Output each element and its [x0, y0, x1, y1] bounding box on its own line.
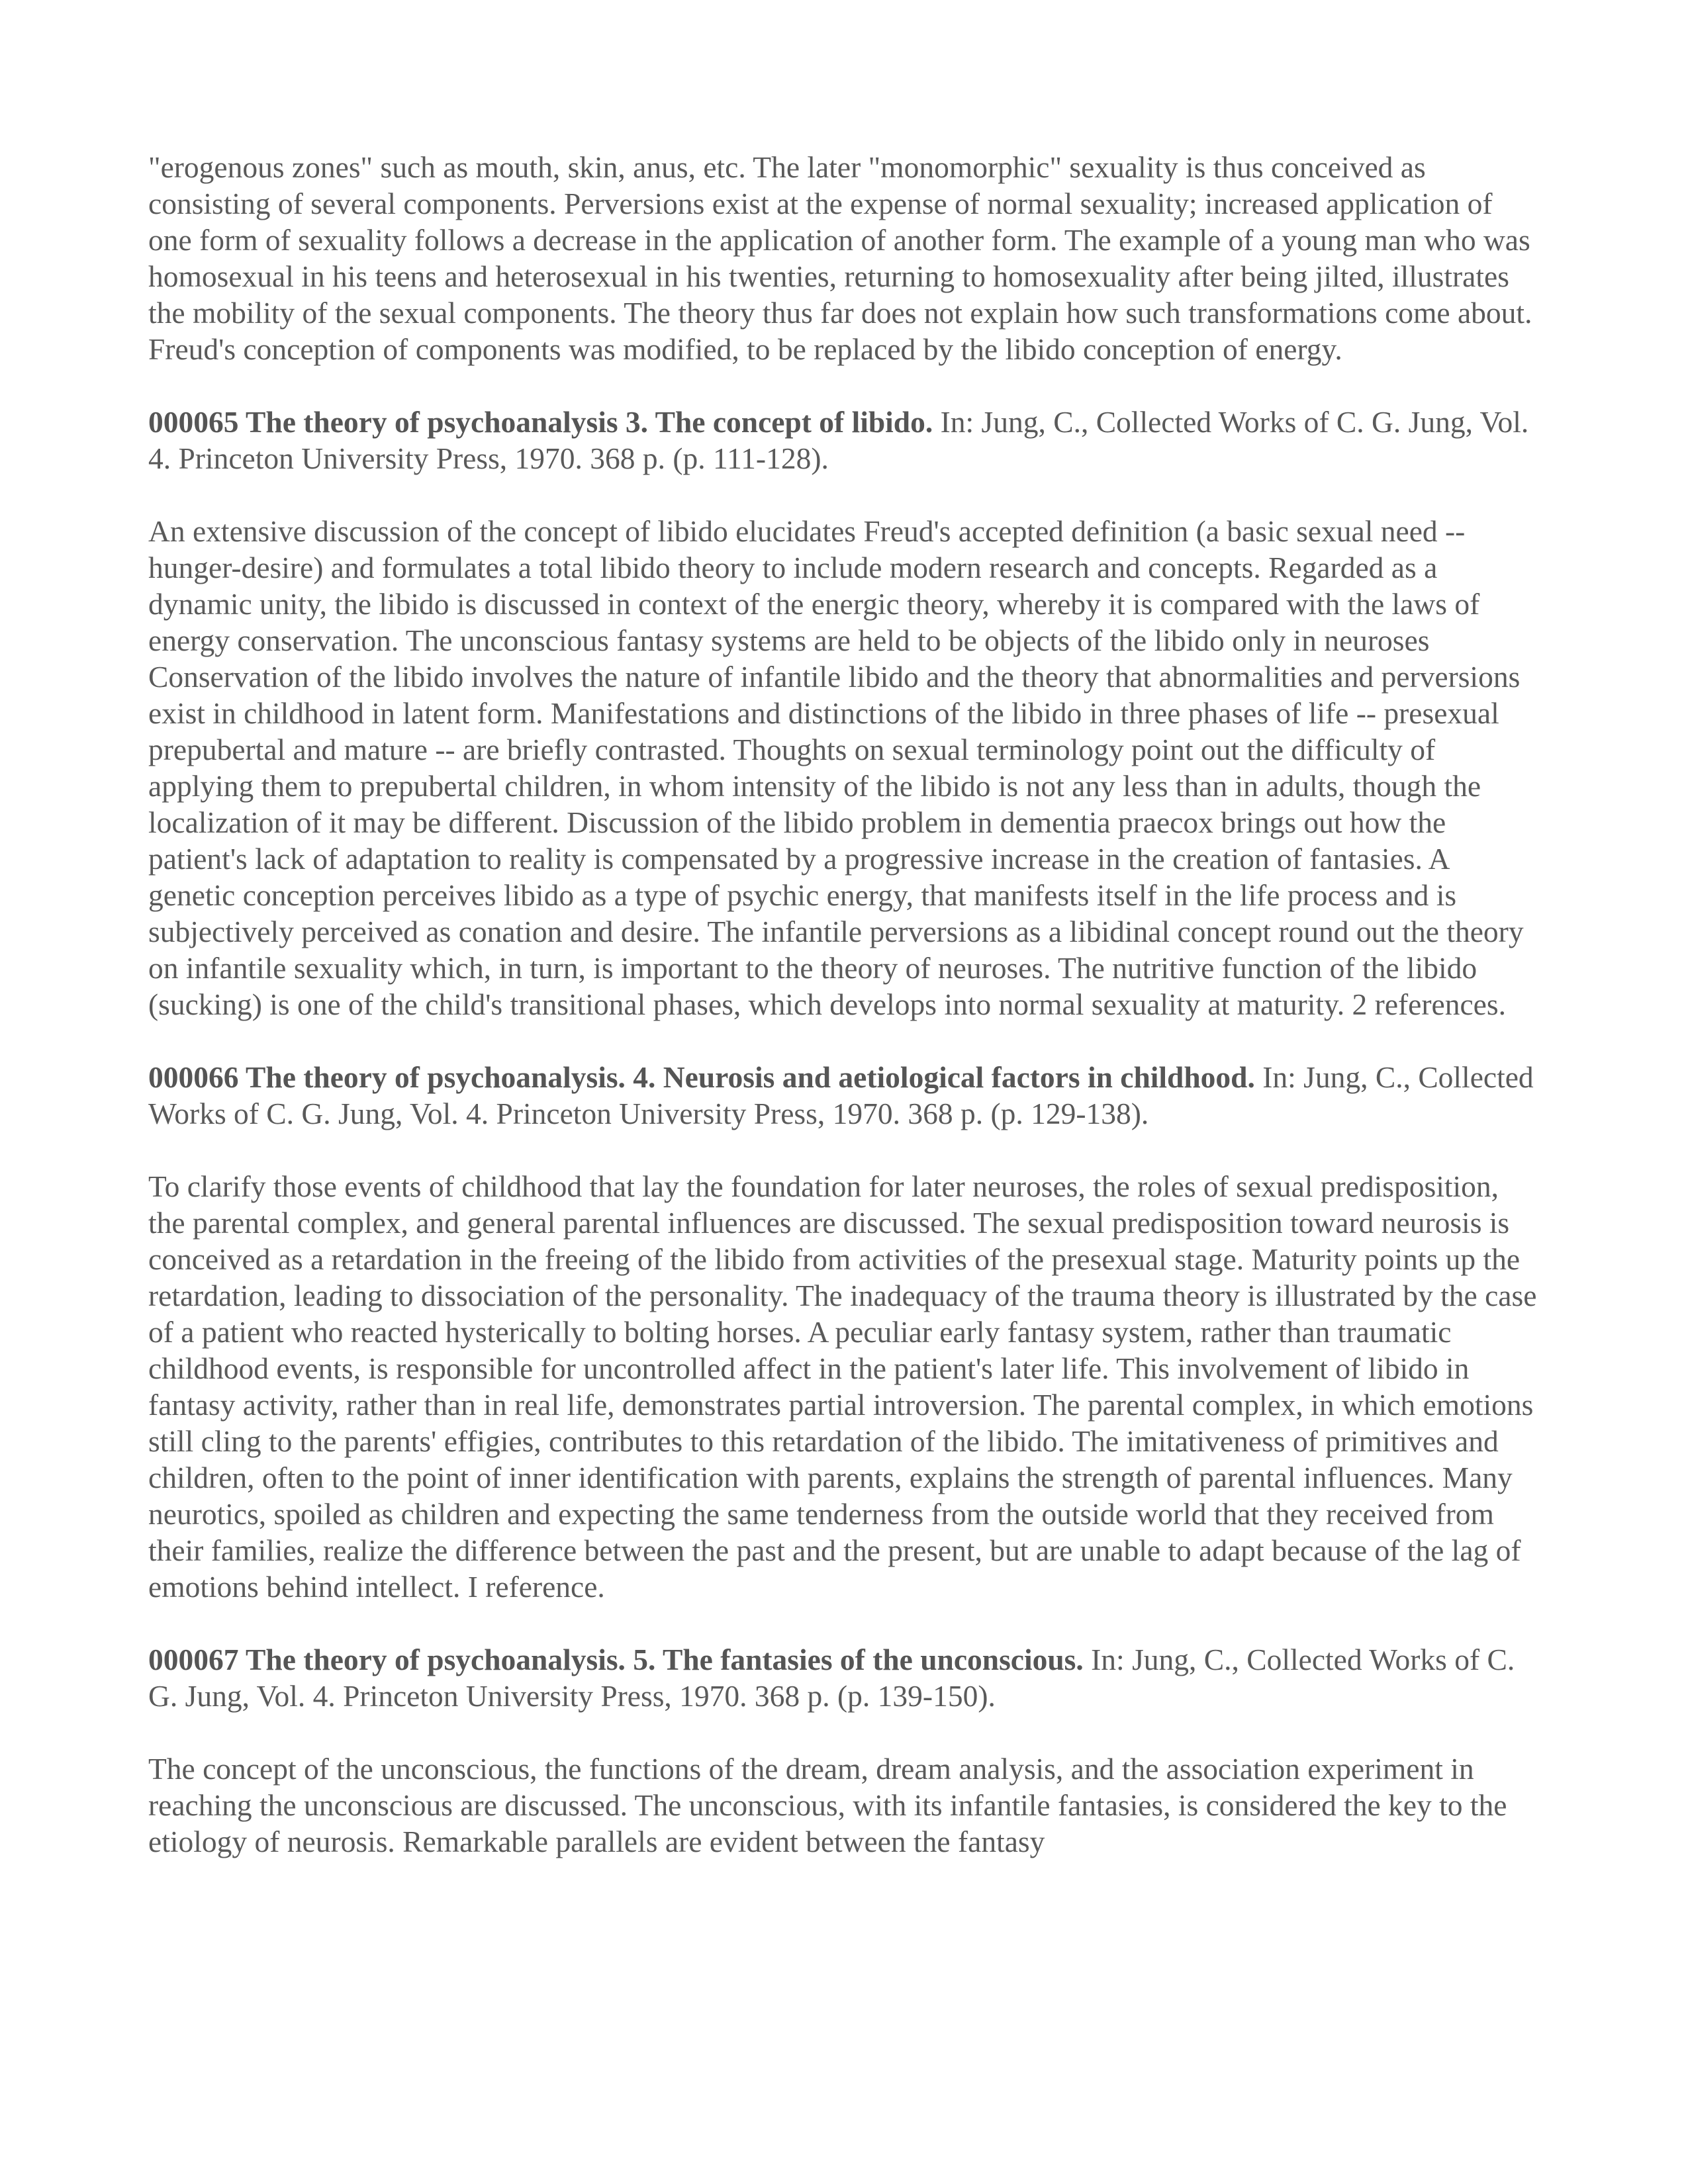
entry-abstract-000067: The concept of the unconscious, the functions of the dream, dream analysis, and the association experiment in reaching the unconscious are discussed. The unconscious, with its infantile fantasies, is considered the key to the etiology of neurosis. Remarkable parallels are evident between the fantasy: [148, 1752, 1507, 1858]
document-page: [148, 149, 1538, 1860]
entry-abstract-000066: To clarify those events of childhood that lay the foundation for later neuroses, the roles of sexual predisposition, the parental complex, and general parental influences are discussed. The sexual predisposition toward neurosis is conceived as a retardation in the freeing of the libido from activities of the presexual stage. Maturity points up the retardation, leading to dissociation of the personality. The inadequacy of the trauma theory is illustrated by the case of a patient who reacted hysterically to bolting horses. A peculiar early fantasy system, rather than traumatic childhood events, is responsible for uncontrolled affect in the patient's later life. This involvement of libido in fantasy activity, rather than in real life, demonstrates partial introversion. The parental complex, in which emotions still cling to the parents' effigies, contributes to this retardation of the libido. The imitativeness of primitives and children, often to the point of inner identification with parents, explains the strength of parental influences. Many neurotics, spoiled as children and expecting the same tenderness from the outside world that they received from their families, realize the difference between the past and the present, but are unable to adapt because of the lag of emotions behind intellect. I reference.: [148, 1169, 1537, 1604]
entry-citation: In: Jung, C., Collected Works of C. G. Jung, Vol. 4. Princeton University Press, 1970. 368 p. (p. 139-150).: [148, 1643, 1515, 1713]
entry-title: 000065 The theory of psychoanalysis 3. The concept of libido.: [148, 405, 933, 439]
entry-citation: In: Jung, C., Collected Works of C. G. Jung, Vol. 4. Princeton University Press, 1970. 368 p. (p. 111-128).: [148, 405, 1529, 475]
entry-heading-000065: [148, 404, 1538, 477]
continuation-paragraph: "erogenous zones" such as mouth, skin, anus, etc. The later "monomorphic" sexuality is thus conceived as consisting of several components. Perversions exist at the expense of normal sexuality; increased application of one form of sexuality follows a decrease in the application of another form. The example of a young man who was homosexual in his teens and heterosexual in his twenties, returning to homosexuality after being jilted, illustrates the mobility of the sexual components. The theory thus far does not explain how such transformations come about. Freud's conception of components was modified, to be replaced by the libido conception of energy.: [148, 150, 1532, 366]
entry-citation: In: Jung, C., Collected Works of C. G. Jung, Vol. 4. Princeton University Press, 1970. 368 p. (p. 129-138).: [148, 1060, 1534, 1130]
entry-title: 000067 The theory of psychoanalysis. 5. The fantasies of the unconscious.: [148, 1643, 1084, 1676]
entry-heading-000066: [148, 1059, 1538, 1132]
entry-heading-000067: [148, 1641, 1538, 1714]
entry-title: 000066 The theory of psychoanalysis. 4. Neurosis and aetiological factors in childhood.: [148, 1060, 1255, 1094]
entry-abstract-000065: An extensive discussion of the concept of libido elucidates Freud's accepted definition (a basic sexual need -- hunger-desire) and formulates a total libido theory to include modern research and concepts. Regarded as a dynamic unity, the libido is discussed in context of the energic theory, whereby it is compared with the laws of energy conservation. The unconscious fantasy systems are held to be objects of the libido only in neuroses Conservation of the libido involves the nature of infantile libido and the theory that abnormalities and perversions exist in childhood in latent form. Manifestations and distinctions of the libido in three phases of life -- presexual prepubertal and mature -- are briefly contrasted. Thoughts on sexual terminology point out the difficulty of applying them to prepubertal children, in whom intensity of the libido is not any less than in adults, though the localization of it may be different. Discussion of the libido problem in dementia praecox brings out how the patient's lack of adaptation to reality is compensated by a progressive increase in the creation of fantasies. A genetic conception perceives libido as a type of psychic energy, that manifests itself in the life process and is subjectively perceived as conation and desire. The infantile perversions as a libidinal concept round out the theory on infantile sexuality which, in turn, is important to the theory of neuroses. The nutritive function of the libido (sucking) is one of the child's transitional phases, which develops into normal sexuality at maturity. 2 references.: [148, 514, 1524, 1021]
